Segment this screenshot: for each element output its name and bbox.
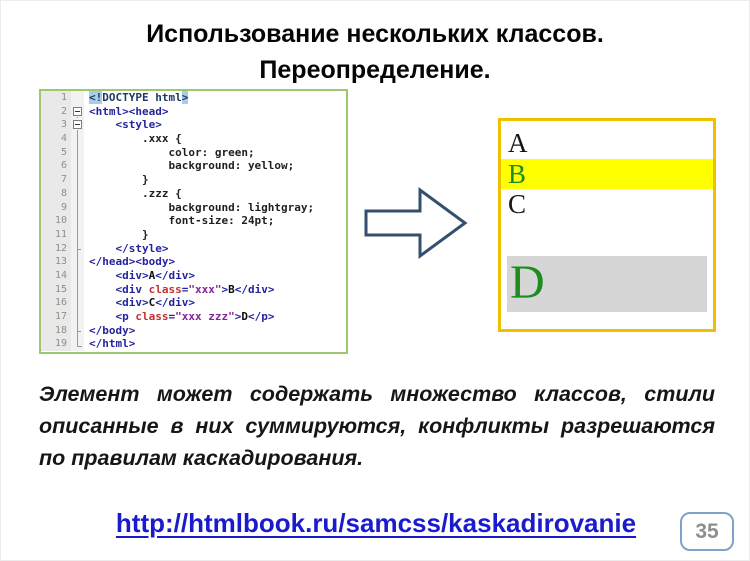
code-line	[41, 91, 346, 105]
code-text: </html>	[89, 337, 136, 351]
line-number: 6	[41, 159, 71, 173]
line-number: 3	[41, 118, 71, 132]
line-number: 7	[41, 173, 71, 187]
code-line	[41, 283, 346, 297]
fold-margin	[71, 146, 84, 160]
code-text: <style>	[115, 118, 162, 132]
code-line	[41, 337, 346, 351]
fold-margin	[71, 159, 84, 173]
code-line	[41, 118, 346, 132]
code-line	[41, 105, 346, 119]
fold-margin	[71, 337, 84, 351]
result-row-a: A	[508, 128, 528, 158]
result-row-d: D	[507, 256, 707, 312]
fold-margin	[71, 283, 84, 297]
code-text: .xxx {	[141, 132, 182, 146]
code-lines	[41, 91, 346, 351]
line-number: 11	[41, 228, 71, 242]
code-editor-panel	[39, 89, 348, 354]
line-number: 12	[41, 242, 71, 256]
fold-margin	[71, 255, 84, 269]
code-line	[41, 296, 346, 310]
code-line	[41, 310, 346, 324]
line-number: 10	[41, 214, 71, 228]
code-text: font-size: 24pt;	[168, 214, 275, 228]
fold-margin	[71, 296, 84, 310]
page-title-line1: Использование нескольких классов.	[146, 20, 604, 48]
line-number: 2	[41, 105, 71, 119]
code-text: background: yellow;	[168, 159, 295, 173]
fold-margin	[71, 91, 84, 105]
fold-margin	[71, 187, 84, 201]
code-text: }	[141, 227, 149, 241]
code-line	[41, 255, 346, 269]
code-text: <div>A</div>	[115, 268, 195, 282]
code-line	[41, 269, 346, 283]
code-text: <div>C</div>	[115, 296, 195, 310]
fold-collapse-icon[interactable]	[71, 118, 84, 132]
result-spacer	[501, 220, 713, 256]
page-number-badge	[680, 512, 734, 551]
code-line	[41, 132, 346, 146]
fold-margin	[71, 201, 84, 215]
line-number: 4	[41, 132, 71, 146]
right-block-arrow-icon	[363, 180, 469, 266]
code-text: </style>	[115, 241, 169, 255]
line-number: 18	[41, 324, 71, 338]
code-line	[41, 228, 346, 242]
htmlbook-link[interactable]: http://htmlbook.ru/samcss/kaskadirovanie	[115, 508, 637, 538]
code-line	[41, 214, 346, 228]
fold-margin	[71, 310, 84, 324]
code-text: </head><body>	[89, 255, 176, 269]
code-line	[41, 324, 346, 338]
code-text: }	[141, 173, 149, 187]
line-number: 8	[41, 187, 71, 201]
code-text: .zzz {	[141, 186, 182, 200]
code-line	[41, 159, 346, 173]
fold-margin	[71, 324, 84, 338]
code-text: </body>	[89, 323, 136, 337]
line-number: 5	[41, 146, 71, 160]
code-line	[41, 201, 346, 215]
browser-result-box	[498, 118, 716, 332]
fold-margin	[71, 132, 84, 146]
line-number: 19	[41, 337, 71, 351]
result-row-b: B	[501, 159, 713, 189]
fold-margin	[71, 214, 84, 228]
line-number: 16	[41, 296, 71, 310]
line-number: 13	[41, 255, 71, 269]
fold-margin	[71, 228, 84, 242]
result-row-c: C	[508, 189, 527, 219]
page-number: 35	[695, 519, 719, 543]
code-text: color: green;	[168, 145, 255, 159]
code-text: <!DOCTYPE html>	[89, 91, 189, 104]
fold-margin	[71, 173, 84, 187]
result-rows	[501, 128, 713, 312]
fold-margin	[71, 269, 84, 283]
line-number: 14	[41, 269, 71, 283]
page-title	[1, 16, 749, 88]
description-text: Элемент может содержать множество классов, стили описанные в них суммируются, конфликты разрешаются по правилам каскадирования.	[39, 382, 715, 470]
code-text: <div class="xxx">B</div>	[115, 282, 275, 296]
code-line	[41, 242, 346, 256]
code-line	[41, 173, 346, 187]
page-title-line2: Переопределение.	[259, 56, 491, 84]
line-number: 1	[41, 91, 71, 105]
line-number: 15	[41, 283, 71, 297]
code-text: <html><head>	[89, 104, 169, 118]
fold-margin	[71, 242, 84, 256]
line-number: 9	[41, 201, 71, 215]
footer-link-row	[1, 508, 750, 539]
code-line	[41, 146, 346, 160]
code-line	[41, 187, 346, 201]
line-number: 17	[41, 310, 71, 324]
code-text: <p class="xxx zzz">D</p>	[115, 310, 275, 323]
fold-collapse-icon[interactable]	[71, 105, 84, 119]
code-text: background: lightgray;	[168, 200, 315, 214]
